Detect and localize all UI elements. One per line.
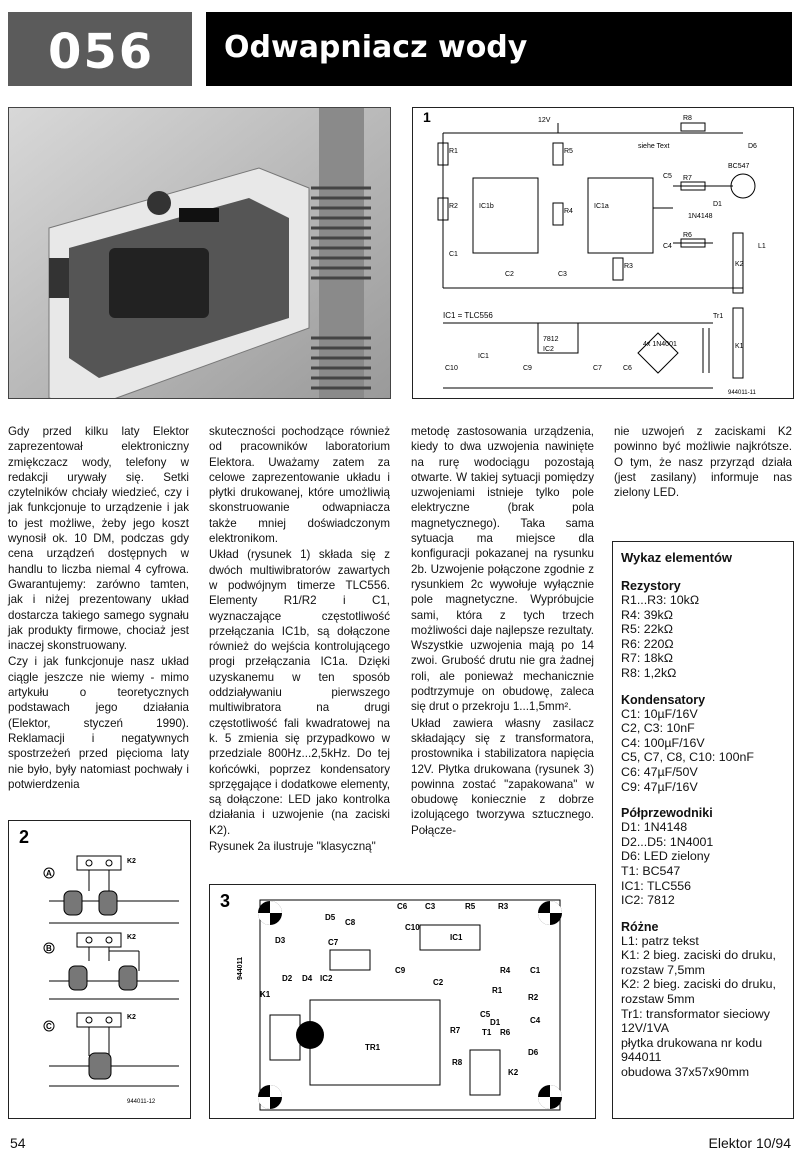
parts-heading: Kondensatory [621,692,706,707]
parts-line: płytka drukowana nr kodu 944011 [621,1035,763,1065]
parts-line: C5, C7, C8, C10: 100nF [621,750,754,765]
svg-text:C2: C2 [433,978,444,987]
parts-line: T1: BC547 [621,863,681,878]
svg-text:C9: C9 [395,966,406,975]
fig2-k2-c: K2 [127,1014,136,1021]
figure-2-coil-configurations [8,820,191,1119]
parts-line: R1...R3: 10kΩ [621,593,700,607]
svg-text:IC2: IC2 [320,974,333,983]
parts-line: R8: 1,2kΩ [621,665,677,680]
svg-text:IC1: IC1 [450,933,463,942]
svg-text:L1: L1 [758,243,766,250]
parts-line: C4: 100µF/16V [621,735,705,750]
svg-text:1N4148: 1N4148 [688,213,713,220]
svg-text:C4: C4 [530,1016,541,1025]
parts-line: C9: 47µF/16V [621,779,698,794]
svg-text:R1: R1 [449,148,458,155]
svg-text:R4: R4 [564,208,573,215]
parts-line: R5: 22kΩ [621,622,673,637]
parts-heading: Różne [621,919,659,934]
svg-text:D3: D3 [275,936,286,945]
parts-list-box [612,541,794,1119]
parts-line: C2, C3: 10nF [621,721,695,736]
svg-text:R7: R7 [450,1026,461,1035]
paragraph: Czy i jak funkcjonuje nasz układ ciągle jeszcze nie wiemy - mimo artykułu o teoretycznych podstawach jego działania (Elektor, styczeń 1990). Reklamacji i negatywnych spostrzeżeń przed pięcioma laty nie było, były natomiast pochwały i potwierdzenia [8,655,189,791]
parts-list-title: Wykaz elementów [621,550,733,565]
svg-text:C6: C6 [623,365,632,372]
svg-text:R2: R2 [449,203,458,210]
svg-text:C3: C3 [425,902,436,911]
svg-text:C10: C10 [445,365,458,372]
svg-text:K2: K2 [735,261,744,268]
paragraph: Układ (rysunek 1) składa się z dwóch multiwibratorów zawartych w podwójnym timerze TLC556. Elementy R1/R2 i C1, wyznaczające częstotliwość przełączania IC1b, są dołączone również do wejścia kontrolującego progi przełączania IC1a. Dzięki uzyskanemu w ten sposób oddziaływaniu pierwszego multiwibratora na drugi częstotliwość fali kwadratowej na k. 5 zmienia się przypadkowo w przedziale 800Hz...2,5kHz. Do tej końcówki, poprzez kondensatory sprzęgające i dodatkowe elementy, są dołączone: LED jako kontrolka działania i uzwojenie (na zaciski K2). [209,548,390,837]
text-column-4 [614,424,792,501]
svg-text:T1: T1 [482,1028,492,1037]
parts-line: R6: 220Ω [621,636,674,651]
article-number-box [8,12,192,86]
svg-text:K1: K1 [260,990,271,999]
svg-text:D1: D1 [713,201,722,208]
svg-text:K2: K2 [508,1068,519,1077]
parts-line: C1: 10µF/16V [621,706,698,721]
fig3-code: 944011 [237,957,244,980]
schematic-drawing [413,108,793,398]
svg-text:R5: R5 [465,902,476,911]
fig1-code: 944011-11 [728,390,756,396]
fig1-supply: 12V [538,117,551,124]
svg-text:TR1: TR1 [365,1043,381,1052]
svg-text:C7: C7 [328,938,339,947]
fig2-a: A [46,869,52,878]
svg-text:7812: 7812 [543,336,559,343]
svg-text:D6: D6 [528,1048,539,1057]
parts-line: IC1: TLC556 [621,878,692,893]
svg-text:K1: K1 [735,343,744,350]
svg-text:C7: C7 [593,365,602,372]
svg-text:Tr1: Tr1 [713,313,724,320]
paragraph: metodę zastosowania urządzenia, kiedy to dwa uzwojenia nawinięte na rurę wodociągu pozostają otwarte. W takiej sytuacji pomiędzy uzwojeniami istnieje tylko pole elektryczne (brak pola magnetycznego). Taka sama sytuacja ma miejsce dla konfiguracji pokazanej na rysunku 2b. Uzwojenie połączone zgodnie z rysunkiem 2c wywołuje wyłącznie pole magnetyczne. Wypróbujcie sami, która z tych trzech możliwości daje najlepsze rezultaty. Wszystkie uzwojenia mają po 14 zwoi. Grubość drutu nie gra żadnej roli, ale ponieważ mechanicznie podtrzymuje on obudowę, zaleca się drut o przekroju 1...1,5mm². [411,425,594,714]
fig2-k2-b: K2 [127,934,136,941]
paragraph: Gdy przed kilku laty Elektor zaprezentował elektroniczny zmiękczacz wody, telefony w redakcji urywały się. Setki czytelników chciały wiedzieć, czy i jak funkcjonuje to urządzenie i jak to jest możliwe, żeby jego koszt wynosił ok. 10 DM, podczas gdy cena urządzeń dostępnych w handlu to liczba niemal 4 cyfrowa. Gwarantujemy: zarówno tamten, jak i niżej prezentowany układ dostarcza takiego samego sygnału jak produkty firmowe, chociaż jest inaczej skonstruowany. [8,425,189,653]
fig2-b: B [46,944,52,953]
svg-text:R8: R8 [683,115,692,122]
svg-text:D5: D5 [325,913,336,922]
text-column-3 [411,424,594,839]
svg-text:C10: C10 [405,923,420,932]
svg-text:C1: C1 [449,251,458,258]
text-column-2 [209,424,390,855]
parts-line: IC2: 7812 [621,893,675,908]
parts-line: D2...D5: 1N4001 [621,834,714,849]
device-photo [8,107,391,399]
fig3-label: 3 [220,891,231,911]
svg-text:R5: R5 [564,148,573,155]
figure-1-schematic [412,107,794,399]
parts-line: C6: 47µF/50V [621,764,698,779]
title-bar [206,12,792,86]
svg-text:C3: C3 [558,271,567,278]
parts-line: K1: 2 bieg. zaciski do druku, rozstaw 7,5mm [621,948,776,977]
parts-line: Tr1: transformator sieciowy 12V/1VA [621,1006,770,1036]
svg-text:BC547: BC547 [728,163,750,170]
page-number: 54 [10,1135,26,1151]
svg-text:C5: C5 [663,173,672,180]
fig1-note: siehe Text [638,143,670,150]
svg-text:R3: R3 [624,263,633,270]
svg-text:R2: R2 [528,993,539,1002]
parts-heading: Półprzewodniki [621,806,713,821]
svg-text:R6: R6 [500,1028,511,1037]
fig2-label: 2 [19,827,30,847]
paragraph: Rysunek 2a ilustruje "klasyczną" [209,840,376,854]
svg-text:IC1: IC1 [478,353,489,360]
svg-text:R4: R4 [500,966,511,975]
svg-text:R6: R6 [683,232,692,239]
svg-text:C2: C2 [505,271,514,278]
transformer-mark [296,1021,324,1049]
svg-text:4x 1N4001: 4x 1N4001 [643,341,677,348]
svg-text:IC2: IC2 [543,346,554,353]
parts-line: R7: 18kΩ [621,651,673,666]
svg-text:R7: R7 [683,175,692,182]
fig2-c: C [46,1022,52,1031]
svg-text:C4: C4 [663,243,672,250]
paragraph: Układ zawiera własny zasilacz składający się z transformatora, prostownika i stabilizatora napięcia 12V. Płytka drukowana (rysunek 3) powinna zostać "zapakowana" w obudowę koniecznie z dobrze izolującego tworzywa sztucznego. Połącze- [411,716,594,837]
svg-text:R3: R3 [498,902,509,911]
text-column-1 [8,424,189,793]
svg-text:D1: D1 [490,1018,501,1027]
svg-text:C6: C6 [397,902,408,911]
parts-heading: Rezystory [621,579,681,593]
svg-text:R8: R8 [452,1058,463,1067]
article-title: Odwapniacz wody [224,30,528,65]
paragraph: skuteczności pochodzące również od pracowników laboratorium Elektora. Uważamy zatem za celowe zaprezentowanie układu i płytki drukowanej, które umożliwią skonstruowanie odwapniacza także mniej doświadczonym elektronikom. [209,425,390,546]
svg-text:D2: D2 [282,974,293,983]
svg-text:C9: C9 [523,365,532,372]
fig2-code: 944011-12 [127,1099,156,1105]
parts-line: L1: patrz tekst [621,933,699,948]
paragraph: nie uzwojeń z zaciskami K2 powinno być możliwie najkrótsze. O tym, że nasz przyrząd działa (jest zasilany) informuje nas zielony LED. [614,425,792,500]
svg-text:C1: C1 [530,966,541,975]
parts-line: K2: 2 bieg. zaciski do druku, rozstaw 5mm [621,977,776,1007]
magazine-issue: Elektor 10/94 [708,1135,791,1151]
fig1-label: 1 [423,109,431,125]
svg-text:D6: D6 [748,143,757,150]
parts-line: obudowa 37x57x90mm [621,1065,750,1080]
svg-text:C8: C8 [345,918,356,927]
parts-line: D1: 1N4148 [621,820,688,835]
pcb-labels [237,902,541,1077]
figure-3-pcb-layout [209,884,596,1119]
fig2-k2-a: K2 [127,858,136,865]
svg-text:C5: C5 [480,1010,491,1019]
fig1-ic-note: IC1 = TLC556 [443,311,493,320]
fig1-ic1a: IC1a [594,203,609,210]
svg-text:D4: D4 [302,974,313,983]
fig1-ic1b: IC1b [479,203,494,210]
parts-line: R4: 39kΩ [621,607,673,622]
parts-line: D6: LED zielony [621,849,710,864]
article-number: 056 [48,24,155,80]
svg-text:R1: R1 [492,986,503,995]
